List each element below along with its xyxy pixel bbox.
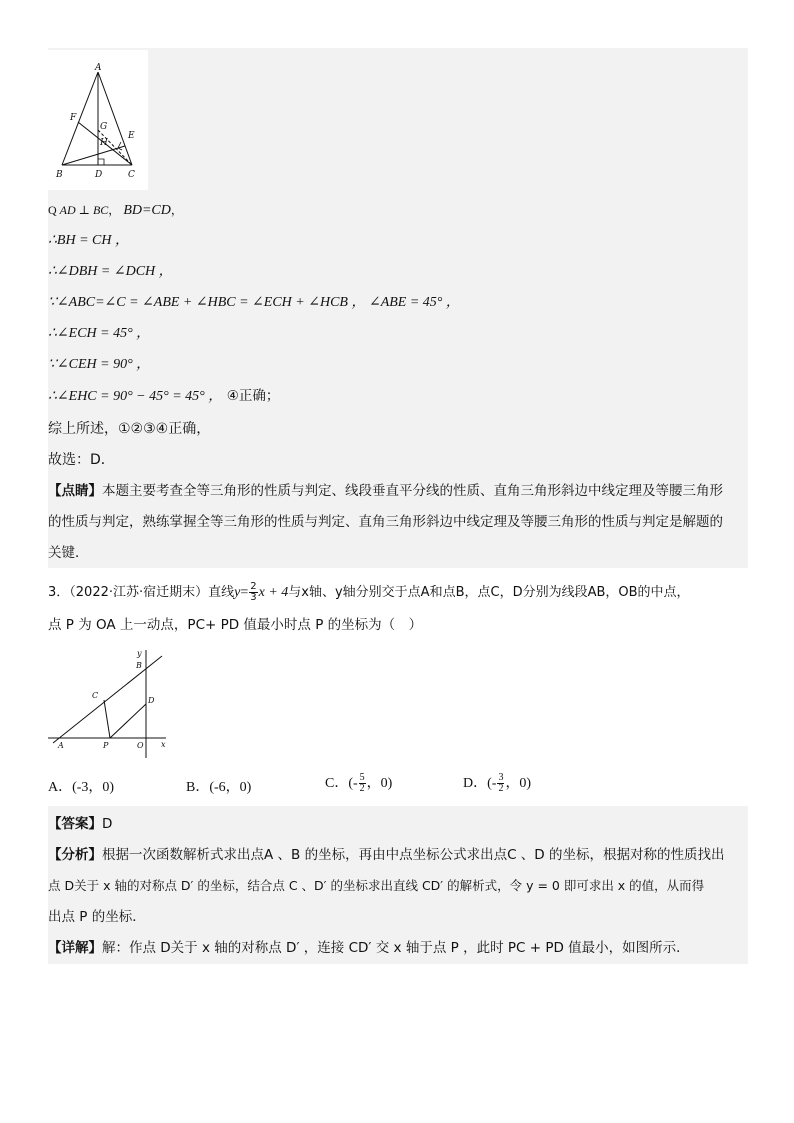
label-c: C [92, 691, 99, 700]
label-b: B [56, 170, 63, 180]
answer-line [48, 815, 112, 833]
question-3-line-1 [48, 582, 690, 603]
option-c-prefix: C．(- [325, 776, 358, 791]
option-b: B．(-6，0) [186, 780, 252, 795]
triangle-figure [48, 50, 148, 190]
equal-segments: BD=CD [123, 203, 171, 218]
option-d-prefix: D．(- [463, 776, 497, 791]
solution-line-4: ∵∠ABC=∠C = ∠ABE + ∠HBC = ∠ECH + ∠HCB ， ∠ABE = 45° ， [48, 295, 460, 310]
solution-line-3: ∴∠DBH = ∠DCH ， [48, 264, 173, 279]
fraction-three-halves [497, 773, 504, 794]
comma: ， [170, 203, 183, 217]
detail-line [48, 939, 690, 957]
label-f: F [70, 113, 77, 123]
fraction-five-halves [359, 773, 366, 794]
label-a: A [58, 741, 64, 750]
solution-line-7 [48, 387, 279, 406]
angle-ehc: ∴∠EHC = 90° − 45° = 45° ， [48, 389, 223, 404]
option-c [325, 772, 392, 794]
question-3-source: 3．（2022·江苏·宿迁期末）直线 [48, 585, 235, 600]
segment-cp [104, 700, 110, 738]
fraction-two-thirds [249, 582, 257, 603]
dianjing-line-2: 的性质与判定，熟练掌握全等三角形的性质与判定、直角三角形斜边中线定理及等腰三角形的性质与判定是解题的 [48, 514, 723, 530]
label-a: A [95, 63, 102, 73]
comma: ， [108, 203, 121, 217]
var-y: y [234, 585, 241, 600]
answer-tag: 【答案】 [48, 816, 102, 832]
question-3-line-2: 点 P 为 OA 上一动点，PC+ PD 值最小时点 P 的坐标为（ ） [48, 617, 423, 633]
segment-pd [110, 704, 146, 738]
analysis-tag: 【分析】 [48, 847, 102, 863]
answer-value: D [102, 816, 113, 832]
frac-den: 2 [359, 783, 365, 795]
frac-den: 2 [498, 783, 504, 795]
choice-line: 故选：D． [48, 452, 115, 468]
option-d [463, 772, 531, 794]
option-c-suffix: ，0) [366, 776, 393, 791]
dianjing-line-1 [48, 482, 723, 500]
since-symbol: Q [48, 203, 57, 217]
label-o: O [137, 741, 144, 750]
label-c: C [128, 170, 135, 180]
frac-den: 3 [250, 592, 257, 603]
label-b: B [136, 661, 142, 670]
analysis-line-1 [48, 846, 724, 864]
analysis-line-3: 出点 P 的坐标． [48, 909, 146, 925]
label-e: E [128, 131, 135, 141]
detail-tag: 【详解】 [48, 940, 102, 956]
dianjing-text-1: 本题主要考查全等三角形的性质与判定、线段垂直平分线的性质、直角三角形斜边中线定理及等腰三角形 [102, 483, 723, 499]
solution-line-5: ∴∠ECH = 45° ， [48, 326, 151, 341]
analysis-text-1: 根据一次函数解析式求出点A 、B 的坐标，再由中点坐标公式求出点C 、D 的坐标，根据对称的性质找出 [102, 847, 725, 863]
solution-line-6: ∵∠CEH = 90° ， [48, 357, 151, 372]
detail-text: 解：作点 D关于 x 轴的对称点 D′ ，连接 CD′ 交 x 轴于点 P ，此时 PC + PD 值最小，如图所示． [102, 940, 690, 956]
label-d: D [95, 170, 103, 180]
dianjing-line-3: 关键． [48, 545, 89, 561]
analysis-line-2: 点 D关于 x 轴的对称点 D′ 的坐标，结合点 C 、D′ 的坐标求出直线 CD′ 的解析式，令 y = 0 即可求出 x 的值，从而得 [48, 878, 705, 893]
label-y: y [137, 649, 142, 658]
perpendicular-statement: AD ⊥ BC [59, 203, 109, 217]
frac-num: 2 [250, 581, 257, 592]
label-x: x [161, 740, 166, 749]
conclusion-4: ④正确； [226, 388, 280, 404]
equals: = [240, 585, 249, 600]
label-g: G [100, 122, 108, 132]
label-p: P [103, 741, 109, 750]
summary-line: 综上所述，①②③④正确， [48, 421, 211, 437]
label-h: H [100, 138, 108, 148]
dianjing-tag: 【点睛】 [48, 483, 102, 499]
coordinate-figure [48, 648, 172, 760]
option-d-suffix: ，0) [505, 776, 532, 791]
frac-num: 3 [498, 772, 504, 784]
label-d: D [148, 696, 155, 705]
solution-line-1 [48, 201, 183, 220]
question-3-text: 与x轴、y轴分别交于点A和点B，点C，D分别为线段AB，OB的中点， [288, 585, 690, 600]
option-a: A．(-3，0) [48, 780, 115, 795]
frac-num: 5 [359, 772, 365, 784]
solution-line-2: ∴BH = CH ， [48, 233, 129, 248]
linear-term: x + 4 [258, 585, 289, 600]
